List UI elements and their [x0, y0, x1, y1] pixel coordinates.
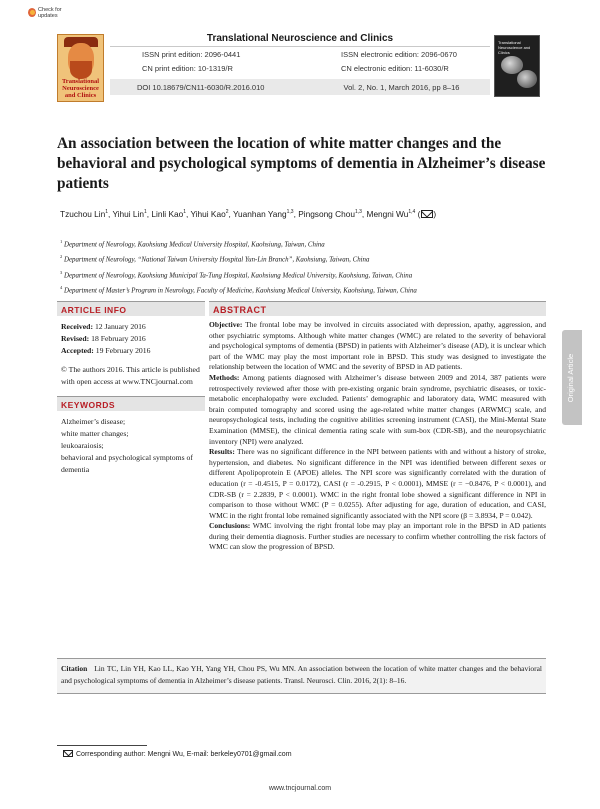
revised-date: Revised: 18 February 2016 — [61, 334, 146, 343]
keyword-list — [57, 411, 205, 476]
logo-beard-shape — [70, 61, 92, 79]
accepted-date: Accepted: 19 February 2016 — [61, 346, 151, 355]
issn-print: ISSN print edition: 2096-0441 — [142, 49, 241, 59]
footnote-divider — [57, 745, 147, 746]
citation-box — [57, 658, 546, 694]
author-affiliation-mark: 1 — [183, 209, 186, 216]
abstract-section — [209, 301, 546, 553]
email-icon — [63, 750, 73, 757]
author-name: Yihui Kao — [190, 209, 226, 219]
citation-text: Lin TC, Lin YH, Kao LL, Kao YH, Yang YH, Chou PS, Wu MN. An association between the location of white matter changes and the behavioral and psychological symptoms of dementia in Alzheimer’s disease patients. Transl. Neurosci. Clin. 2016, 2(1): 8–16. — [61, 664, 542, 686]
journal-logo-left — [57, 34, 104, 102]
abstract-objective: Objective: The frontal lobe may be involved in circuits associated with depression, apathy, aggression, and other psychiatric symptoms. Although white matter changes (WMC) are related to the severity of behavioral and psychological symptoms of dementia (BPSD) in patients with Alzheimer’s disease (AD), it is unclear which part of the WMC may play the most important role in BPSD. This study was designed to investigate the relationship between the location of WMC and the severity of BPSD in AD patients. — [209, 320, 546, 372]
author-affiliation-mark: 2 — [225, 209, 229, 216]
author-name: Linli Kao — [151, 209, 184, 219]
author-name: Mengni Wu — [366, 209, 409, 219]
author-affiliation-mark: 1,4 — [408, 209, 416, 216]
affiliation-item: $^1$ Department of Neurology, Kaohsiung Medical University Hospital, Kaohsiung, Taiwan, China — [60, 239, 325, 249]
affiliation-item: $^2$ Department of Neurology, “National Taiwan University Hospital Yun-Lin Branch”, Kaohsiung, Taiwan, China — [60, 254, 370, 264]
cn-electronic: CN electronic edition: 11-6030/R — [341, 63, 449, 73]
doi-row — [110, 79, 490, 95]
crossmark-icon — [28, 8, 36, 17]
abstract-heading: ABSTRACT — [209, 301, 546, 316]
cover-title: Translational Neuroscience and Clinics — [498, 40, 531, 55]
keyword-item: white matter changes; — [61, 429, 129, 438]
citation-label: Citation — [61, 664, 88, 673]
article-title: An association between the location of white matter changes and the behavioral and psychological symptoms of dementia in Alzheimer’s disease patients — [57, 135, 546, 192]
keyword-item: leukoaraiosis; — [61, 441, 104, 450]
keywords-heading: KEYWORDS — [57, 396, 205, 411]
journal-cover-thumbnail — [494, 35, 540, 97]
doi[interactable]: DOI 10.18679/CN11-6030/R.2016.010 — [137, 82, 265, 92]
article-info-sidebar — [57, 301, 205, 476]
license-text: © The authors 2016. This article is published with open access at www.TNCjournal.com — [61, 365, 200, 386]
journal-header-band — [110, 33, 490, 95]
keyword-item: behavioral and psychological symptoms of dementia — [61, 453, 193, 474]
volume-info: Vol. 2, No. 1, March 2016, pp 8–16 — [343, 82, 460, 92]
author-list: Tzuchou Lin$^1$, Yihui Lin$^1$, Linli Kao$^1$, Yihui Kao$^2$, Yuanhan Yang$^{1,3}$, Pingsong Chou$^{1,3}$, Mengni Wu$^{1,4}$ ( ) — [60, 209, 437, 219]
article-type-tab — [562, 330, 582, 425]
author-affiliation-mark: 1,3 — [354, 209, 362, 216]
corresponding-author — [63, 750, 543, 758]
issn-row — [110, 47, 490, 61]
received-date: Received: 12 January 2016 — [61, 322, 146, 331]
author-name: Tzuchou Lin — [60, 209, 106, 219]
affiliation-item: $^4$ Department of Master’s Program in Neurology, Faculty of Medicine, Kaohsiung Medical University, Kaohsiung, Taiwan, China — [60, 284, 417, 295]
journal-website-footer[interactable]: www.tncjournal.com — [268, 785, 332, 792]
check-updates-label: Check for updates — [38, 6, 62, 19]
affiliation-list — [60, 236, 550, 297]
cn-print: CN print edition: 10-1319/R — [142, 63, 233, 73]
author-name: Pingsong Chou — [298, 209, 355, 219]
abstract-results: Results: There was no significant difference in the NPI between patients with and without a history of stroke, hypertension, and diabetes. No significant difference in the NPI was identified between different sexes or different Apolipoprotein E (APOE) alleles. The NPI score was significantly correlated with the duration of education (r = -0.4515, P = 0.0172), CASI (r = -0.2915, P < 0.0001), MMSE (r = −0.8476, P < 0.0001), and CDR-SB (r = 2.2839, P < 0.0001). WMC in the right frontal lobe showed a significant difference in NPI in comparison to those without WMC (P = 0.0255). After adjusting for age, duration of education, and CASI, WMC in the right frontal lobe remained significantly associated with the NPI score (β = 3.8934, P = 0.042). — [209, 447, 546, 520]
logo-left-text: Translational Neuroscience and Clinics — [61, 78, 100, 99]
issn-electronic: ISSN electronic edition: 2096-0670 — [341, 49, 457, 59]
keyword-item: Alzheimer’s disease; — [61, 417, 126, 426]
author-affiliation-mark: 1 — [143, 209, 147, 216]
check-for-updates-badge[interactable] — [28, 7, 78, 18]
email-icon[interactable] — [421, 210, 433, 218]
author-affiliation-mark: 1 — [105, 209, 108, 216]
abstract-methods: Methods: Among patients diagnosed with Alzheimer’s disease between 2009 and 2014, 387 patients were retrospectively reviewed after those with pre-existing organic brain syndrome, psychiatric diseases, or toxic-metabolic encephalopathy were excluded. Patients’ demographic and laboratory data, WMC measured with brain computed tomography and scored using the age-related white matter changes (ARWMC) scale, and neuropsychological tests, including the cognitive abilities screening instrument (CASI), the Mini-Mental State Examination (MMSE), the clinical dementia rating scale with sum-box (CDR-SB), and the neuropsychiatric inventory (NPI) were analyzed. — [209, 372, 546, 446]
article-dates — [57, 316, 205, 388]
journal-name: Translational Neuroscience and Clinics — [110, 33, 490, 47]
brain-image-icon-2 — [517, 70, 537, 88]
affiliation-item: $^3$ Department of Neurology, Kaohsiung Municipal Ta-Tung Hospital, Kaohsiung Medical University, Kaohsiung, Taiwan, China — [60, 269, 413, 279]
author-name: Yihui Lin — [112, 209, 144, 219]
article-type-label: Original Article — [566, 353, 575, 403]
abstract-conclusions: Conclusions: WMC involving the right frontal lobe may play an important role in the BPSD in AD patients during their dementia diagnosis. Further studies are necessary to confirm whether controlling the risk factors of WMC can slow the progression of BPSD. — [209, 521, 546, 552]
corresponding-author-text[interactable]: Corresponding author: Mengni Wu, E-mail: berkeley0701@gmail.com — [76, 751, 292, 758]
article-info-heading: ARTICLE INFO — [57, 301, 205, 316]
cn-row — [110, 61, 490, 75]
author-name: Yuanhan Yang — [232, 209, 287, 219]
abstract-body — [209, 316, 546, 553]
author-affiliation-mark: 1,3 — [286, 209, 294, 216]
